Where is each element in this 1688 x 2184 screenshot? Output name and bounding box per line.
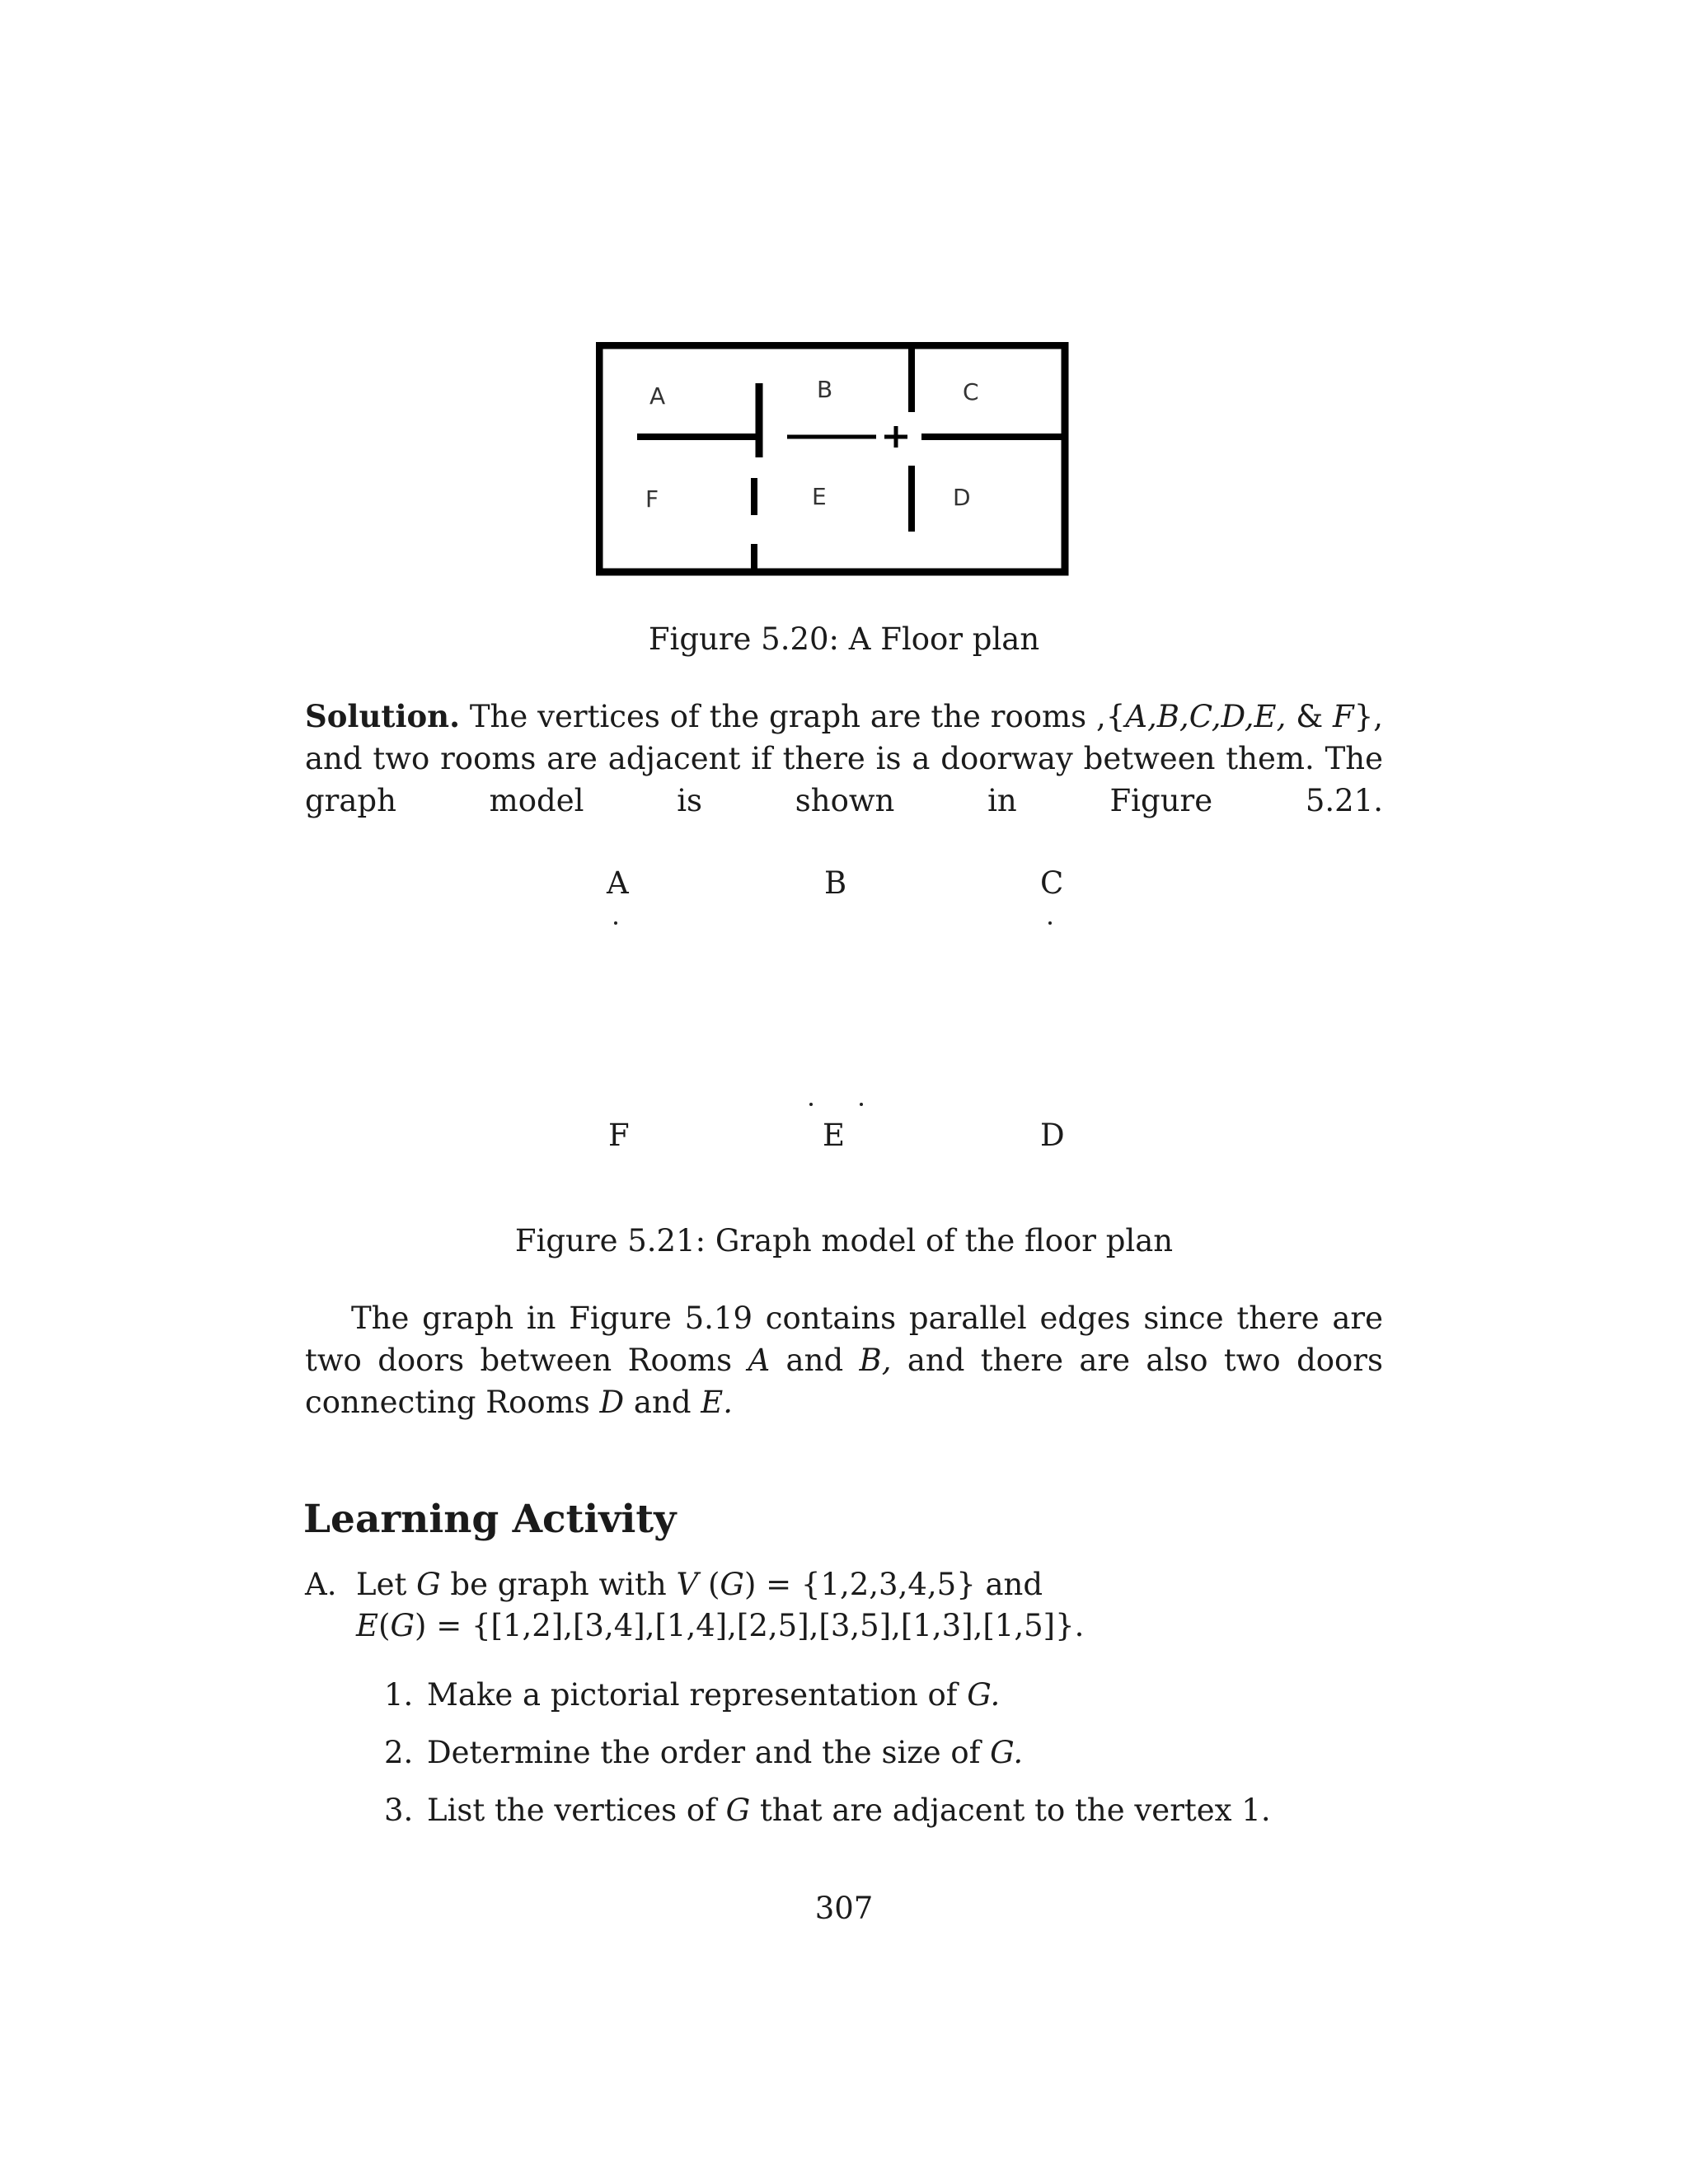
parallel-room-a: A <box>748 1343 771 1378</box>
item-a-text-1: Let <box>356 1567 417 1602</box>
subitem-2-text: Determine the order and the size of <box>427 1735 991 1770</box>
vertex-e-dot-2 <box>860 1103 863 1106</box>
parallel-text-2: and <box>770 1343 860 1378</box>
item-a-text-4: ) = {1,2,3,4,5} and <box>743 1567 1043 1602</box>
room-label-c: C <box>963 378 979 405</box>
item-a-var-e: E <box>356 1608 379 1643</box>
activity-subitem-3 <box>384 1790 1271 1831</box>
activity-subitem-1 <box>384 1675 1000 1716</box>
page-number: 307 <box>814 1891 874 1926</box>
solution-amp: & <box>1286 699 1333 734</box>
room-label-e: E <box>812 483 827 510</box>
subitem-1-text: Make a pictorial representation of <box>427 1677 968 1713</box>
vertex-e-dot-1 <box>809 1103 813 1106</box>
activity-item-a-marker: A. <box>305 1567 337 1602</box>
solution-rooms-set: A,B,C,D,E, <box>1125 699 1287 734</box>
subitem-2-var: G. <box>990 1735 1024 1770</box>
activity-item-a <box>305 1564 1043 1605</box>
vertex-f: F <box>608 1118 630 1153</box>
item-a-text-5: ( <box>378 1608 391 1643</box>
parallel-room-d: D <box>599 1385 625 1420</box>
room-label-f: F <box>645 485 659 513</box>
parallel-room-b: B, <box>859 1343 892 1378</box>
parallel-text-4: and <box>624 1385 701 1420</box>
vertex-b: B <box>824 865 847 901</box>
subitem-3-number: 3. <box>384 1793 414 1828</box>
item-a-text-3: ( <box>698 1567 720 1602</box>
activity-subitem-2 <box>384 1732 1023 1774</box>
activity-item-a-line-2 <box>356 1605 1084 1647</box>
item-a-text-6: ) = {[1,2],[3,4],[1,4],[2,5],[3,5],[1,3],[1,5]}. <box>415 1608 1085 1643</box>
subitem-3-var: G <box>725 1793 751 1828</box>
vertex-a: A <box>607 865 629 901</box>
item-a-text-2: be graph with <box>440 1567 677 1602</box>
vertex-c: C <box>1040 865 1064 901</box>
vertex-c-dot <box>1048 921 1052 925</box>
parallel-text-1: The graph in Figure 5.19 contains parallel edges since there are two doors between Rooms <box>305 1301 1383 1378</box>
subitem-1-var: G. <box>967 1677 1001 1713</box>
solution-text-1: The vertices of the graph are the rooms ,{ <box>459 699 1126 734</box>
solution-last-room: F <box>1333 699 1354 734</box>
subitem-2-number: 2. <box>384 1735 414 1770</box>
room-label-b: B <box>817 376 833 403</box>
item-a-var-v: V <box>676 1567 699 1602</box>
room-label-d: D <box>953 484 971 511</box>
learning-activity-heading: Learning Activity <box>303 1497 677 1542</box>
item-a-var-g: G <box>416 1567 441 1602</box>
item-a-var-g3: G <box>390 1608 415 1643</box>
subitem-3-text: List the vertices of <box>427 1793 726 1828</box>
floor-plan-figure <box>596 342 1070 577</box>
figure-5-20-caption: Figure 5.20: A Floor plan <box>648 621 1040 657</box>
solution-lead: Solution. <box>305 698 460 734</box>
vertex-e: E <box>823 1118 846 1153</box>
vertex-a-dot <box>614 921 617 925</box>
parallel-edges-paragraph <box>305 1297 1383 1423</box>
room-label-a: A <box>649 382 666 410</box>
parallel-room-e: E. <box>701 1385 734 1420</box>
subitem-3-tail: that are adjacent to the vertex 1. <box>750 1793 1271 1828</box>
subitem-1-number: 1. <box>384 1677 414 1713</box>
figure-5-21-caption: Figure 5.21: Graph model of the floor plan <box>514 1223 1174 1258</box>
vertex-d: D <box>1040 1118 1065 1153</box>
solution-paragraph <box>305 696 1383 822</box>
item-a-var-g2: G <box>720 1567 744 1602</box>
solution-text-2: }, and two rooms are adjacent if there is a doorway between them. The graph model is shown in Figure 5.21. <box>305 699 1383 818</box>
parallel-text-3: and there are also two doors connecting Rooms <box>305 1343 1383 1420</box>
